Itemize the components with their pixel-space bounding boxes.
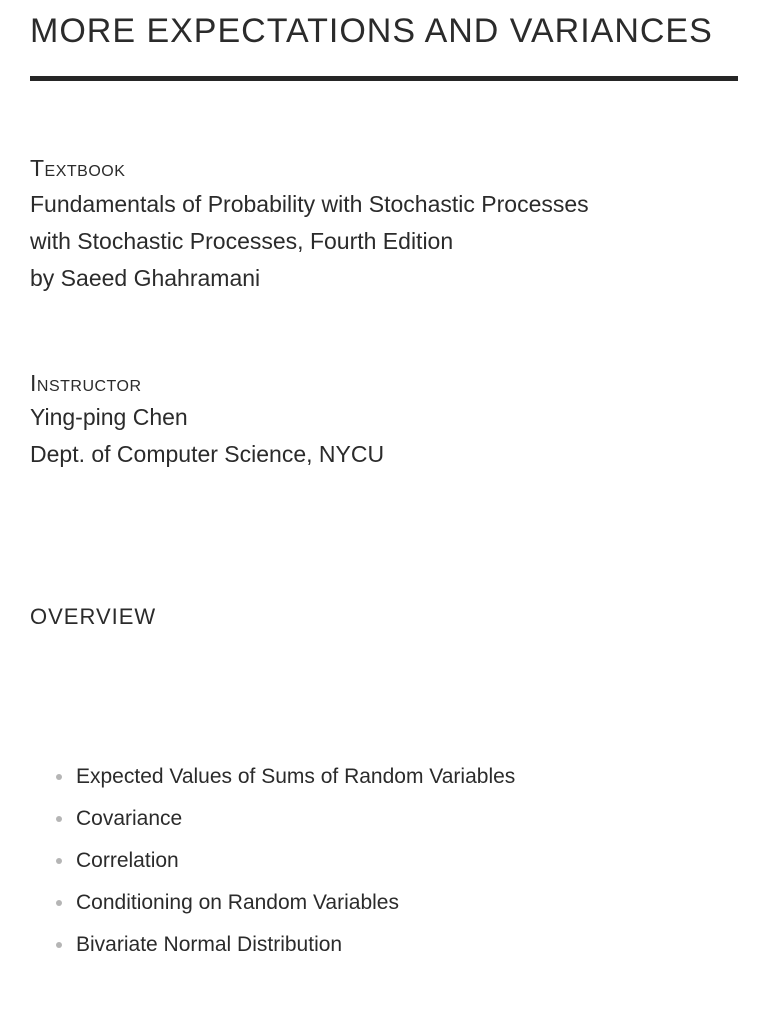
- bullet-icon: [56, 816, 62, 822]
- textbook-heading: Textbook: [30, 155, 126, 181]
- instructor-name: Ying-ping Chen: [30, 404, 188, 430]
- instructor-heading: Instructor: [30, 370, 142, 396]
- bullet-icon: [56, 942, 62, 948]
- title-divider: [30, 76, 738, 81]
- list-item-label: Conditioning on Random Variables: [76, 891, 399, 914]
- list-item: [56, 798, 515, 840]
- list-item-label: Expected Values of Sums of Random Variables: [76, 765, 516, 788]
- textbook-line-title: Fundamentals of Probability with Stochastic Processes: [30, 191, 589, 217]
- textbook-line-edition: with Stochastic Processes, Fourth Edition: [30, 228, 454, 254]
- page-title: MORE EXPECTATIONS AND VARIANCES: [30, 12, 713, 50]
- list-item-label: Correlation: [76, 849, 179, 872]
- textbook-line-author: by Saeed Ghahramani: [30, 265, 261, 291]
- overview-heading: OVERVIEW: [30, 604, 157, 629]
- list-item: [56, 756, 515, 798]
- bullet-icon: [56, 774, 62, 780]
- overview-list: [56, 756, 515, 966]
- list-item: [56, 924, 515, 966]
- instructor-affiliation: Dept. of Computer Science, NYCU: [30, 441, 385, 467]
- bullet-icon: [56, 858, 62, 864]
- instructor-section: [30, 369, 384, 473]
- list-item: [56, 882, 515, 924]
- list-item-label: Bivariate Normal Distribution: [76, 933, 343, 956]
- list-item-label: Covariance: [76, 807, 183, 830]
- textbook-section: [30, 154, 589, 297]
- bullet-icon: [56, 900, 62, 906]
- list-item: [56, 840, 515, 882]
